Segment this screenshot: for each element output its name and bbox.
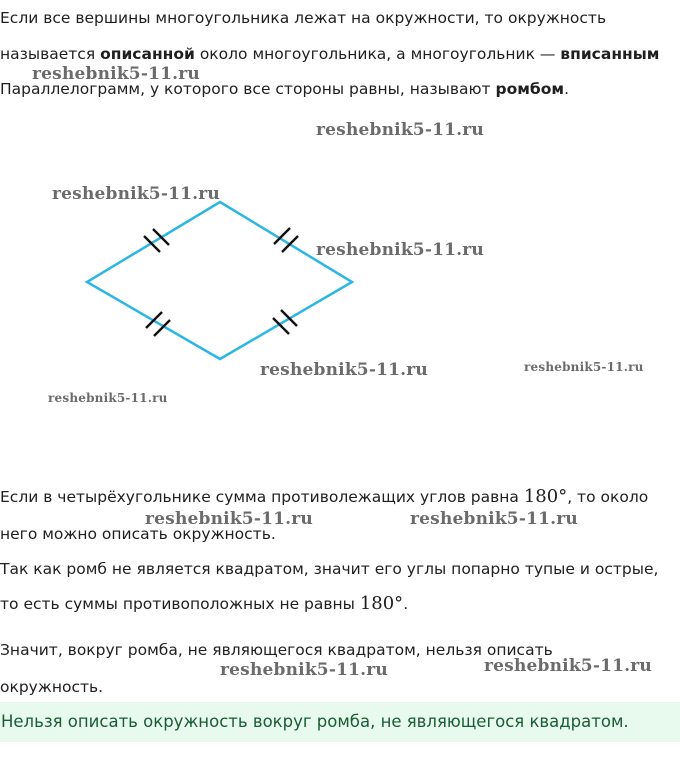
answer-text: Нельзя описать окружность вокруг ромба, не являющегося квадратом. (1, 712, 629, 731)
paragraph-criterion-line-1 (0, 486, 648, 508)
angle-180-value: 180° (359, 593, 404, 614)
watermark: reshebnik5-11.ru (52, 184, 220, 204)
watermark: reshebnik5-11.ru (220, 660, 388, 680)
rhombus-definition-text: Параллелограмм, у которого все стороны равны, называют (0, 80, 496, 98)
watermark: reshebnik5-11.ru (48, 391, 168, 405)
definition-text-middle: около многоугольника, а многоугольник — (194, 45, 561, 63)
watermark: reshebnik5-11.ru (32, 64, 200, 84)
criterion-text-end: , то около (567, 488, 649, 506)
term-inscribed: вписанным (560, 45, 660, 63)
paragraph-conclusion-line-2 (0, 676, 103, 698)
watermark: reshebnik5-11.ru (145, 509, 313, 529)
watermark: reshebnik5-11.ru (524, 360, 644, 374)
reasoning-text-start: то есть суммы противоположных не равны (0, 595, 360, 613)
reasoning-text-end: . (403, 595, 409, 613)
term-circumscribed: описанной (100, 45, 195, 63)
criterion-text: Если в четырёхугольнике сумма противолежащих углов равна (0, 488, 524, 506)
paragraph-reasoning-line-2 (0, 593, 408, 615)
criterion-text-line-2: него можно описать окружность. (0, 525, 276, 543)
reasoning-text: Так как ромб не является квадратом, значит его углы попарно тупые и острые, (0, 560, 659, 578)
paragraph-conclusion-line-1 (0, 639, 553, 661)
rhombus-shape (87, 202, 352, 359)
watermark: reshebnik5-11.ru (316, 240, 484, 260)
term-rhombus: ромбом (495, 80, 565, 98)
answer-box (0, 702, 680, 742)
watermark: reshebnik5-11.ru (260, 360, 428, 380)
equal-side-ticks (144, 228, 298, 336)
angle-180-value: 180° (523, 486, 568, 507)
watermark: reshebnik5-11.ru (316, 120, 484, 140)
watermark: reshebnik5-11.ru (410, 509, 578, 529)
watermark: reshebnik5-11.ru (484, 656, 652, 676)
rhombus-definition-end: . (564, 80, 570, 98)
paragraph-reasoning-line-1 (0, 558, 658, 580)
definition-text-start: называется (0, 45, 101, 63)
conclusion-text-line-2: окружность. (0, 678, 104, 696)
conclusion-text: Значит, вокруг ромба, не являющегося квадратом, нельзя описать (0, 641, 553, 659)
definition-text: Если все вершины многоугольника лежат на окружности, то окружность (0, 9, 607, 27)
